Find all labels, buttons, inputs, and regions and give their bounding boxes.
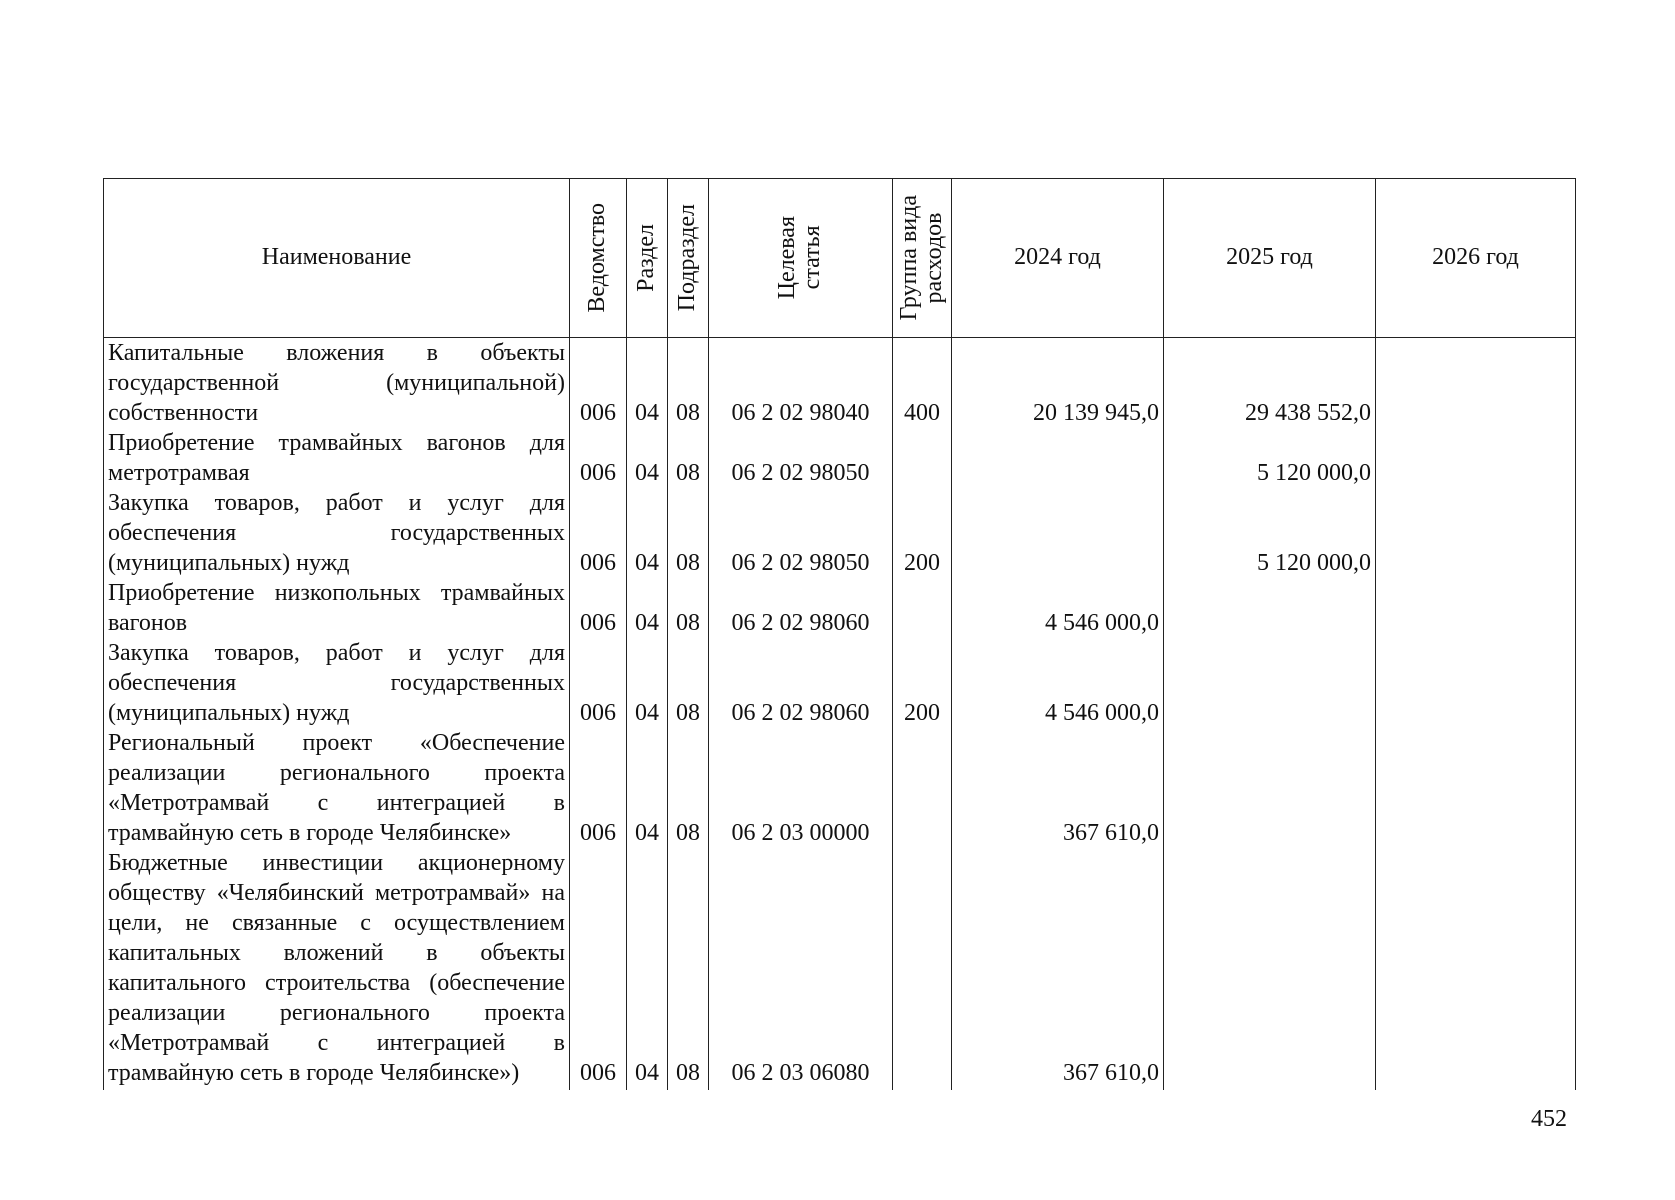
- header-2025: 2025 год: [1164, 179, 1376, 338]
- row-2025: 5 120 000,0: [1164, 428, 1376, 488]
- header-dept: Ведомство: [570, 179, 627, 338]
- row-name: Бюджетные инвестиции акционерному обществу «Челябинский метротрамвай» на цели, не связанные с осуществлением капитальных вложений в объекты капитального строительства (обеспечение реализации регионального проекта «Метротрамвай с интеграцией в трамвайную сеть в городе Челябинске»): [104, 848, 570, 1090]
- row-target: 06 2 02 98040: [709, 338, 893, 429]
- row-target: 06 2 02 98050: [709, 428, 893, 488]
- row-2024: 4 546 000,0: [952, 638, 1164, 728]
- row-group: [893, 848, 952, 1090]
- row-section: 04: [627, 638, 668, 728]
- header-group: Группа вида расходов: [893, 179, 952, 338]
- row-dept: 006: [570, 488, 627, 578]
- header-2024: 2024 год: [952, 179, 1164, 338]
- row-section: 04: [627, 488, 668, 578]
- row-dept: 006: [570, 728, 627, 848]
- table-row: [104, 728, 1576, 848]
- row-name: Закупка товаров, работ и услуг для обеспечения государственных (муниципальных) нужд: [104, 488, 570, 578]
- row-target: 06 2 02 98060: [709, 578, 893, 638]
- table-row: [104, 428, 1576, 488]
- row-section: 04: [627, 728, 668, 848]
- row-dept: 006: [570, 338, 627, 429]
- row-name: Региональный проект «Обеспечение реализации регионального проекта «Метротрамвай с интеграцией в трамвайную сеть в городе Челябинске»: [104, 728, 570, 848]
- row-dept: 006: [570, 638, 627, 728]
- row-name: Закупка товаров, работ и услуг для обеспечения государственных (муниципальных) нужд: [104, 638, 570, 728]
- table-row: [104, 638, 1576, 728]
- row-subsection: 08: [668, 578, 709, 638]
- table-row: [104, 848, 1576, 1090]
- budget-table: [103, 178, 1576, 1090]
- row-group: [893, 428, 952, 488]
- row-2025: [1164, 638, 1376, 728]
- header-subsection: Подраздел: [668, 179, 709, 338]
- row-subsection: 08: [668, 428, 709, 488]
- row-2024: [952, 488, 1164, 578]
- row-section: 04: [627, 848, 668, 1090]
- row-2025: [1164, 578, 1376, 638]
- row-subsection: 08: [668, 728, 709, 848]
- row-2026: [1376, 728, 1576, 848]
- row-2026: [1376, 578, 1576, 638]
- row-2026: [1376, 638, 1576, 728]
- row-target: 06 2 02 98060: [709, 638, 893, 728]
- row-group: 400: [893, 338, 952, 429]
- row-2026: [1376, 428, 1576, 488]
- row-group: 200: [893, 638, 952, 728]
- row-subsection: 08: [668, 638, 709, 728]
- row-2024: 367 610,0: [952, 728, 1164, 848]
- table-row: [104, 488, 1576, 578]
- row-2024: 4 546 000,0: [952, 578, 1164, 638]
- row-2024: [952, 428, 1164, 488]
- row-target: 06 2 02 98050: [709, 488, 893, 578]
- row-group: [893, 578, 952, 638]
- row-subsection: 08: [668, 338, 709, 429]
- row-2026: [1376, 338, 1576, 429]
- header-2026: 2026 год: [1376, 179, 1576, 338]
- row-section: 04: [627, 338, 668, 429]
- row-2025: 29 438 552,0: [1164, 338, 1376, 429]
- row-target: 06 2 03 00000: [709, 728, 893, 848]
- row-group: [893, 728, 952, 848]
- row-subsection: 08: [668, 848, 709, 1090]
- row-target: 06 2 03 06080: [709, 848, 893, 1090]
- row-name: Капитальные вложения в объекты государственной (муниципальной) собственности: [104, 338, 570, 429]
- row-dept: 006: [570, 428, 627, 488]
- row-2024: 367 610,0: [952, 848, 1164, 1090]
- header-name: Наименование: [104, 179, 570, 338]
- row-subsection: 08: [668, 488, 709, 578]
- row-dept: 006: [570, 848, 627, 1090]
- row-dept: 006: [570, 578, 627, 638]
- row-name: Приобретение низкопольных трамвайных вагонов: [104, 578, 570, 638]
- header-row: [104, 179, 1576, 338]
- row-2024: 20 139 945,0: [952, 338, 1164, 429]
- row-2026: [1376, 848, 1576, 1090]
- row-2025: [1164, 728, 1376, 848]
- row-group: 200: [893, 488, 952, 578]
- row-2026: [1376, 488, 1576, 578]
- row-section: 04: [627, 578, 668, 638]
- row-2025: [1164, 848, 1376, 1090]
- header-target: Целевая статья: [709, 179, 893, 338]
- row-2025: 5 120 000,0: [1164, 488, 1376, 578]
- row-section: 04: [627, 428, 668, 488]
- table-row: [104, 338, 1576, 429]
- page-number: 452: [1531, 1106, 1567, 1132]
- row-name: Приобретение трамвайных вагонов для метротрамвая: [104, 428, 570, 488]
- header-section: Раздел: [627, 179, 668, 338]
- table-row: [104, 578, 1576, 638]
